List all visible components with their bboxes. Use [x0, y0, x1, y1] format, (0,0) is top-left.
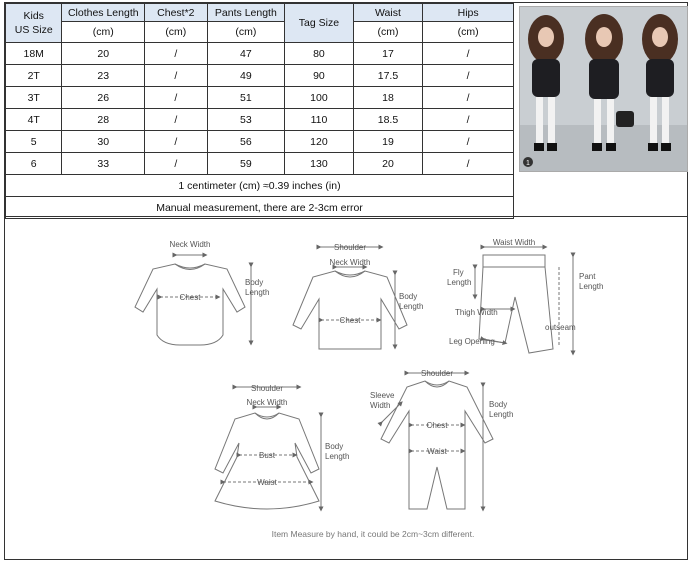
unit-cell: (cm) [353, 22, 423, 43]
cell-waist: 19 [353, 131, 423, 153]
header-hips: Hips [423, 4, 514, 22]
cell-waist: 17 [353, 43, 423, 65]
cell-chest: / [145, 131, 207, 153]
romper-sleeve-width-label: Width [370, 401, 391, 410]
pants-fly-label: Fly [453, 268, 464, 277]
unit-cell: (cm) [423, 22, 514, 43]
header-kids-line1: Kids [23, 10, 44, 22]
dress-body-label: Body [325, 442, 344, 451]
measurement-note: Manual measurement, there are 2-3cm error [6, 197, 514, 219]
shirt-shoulder-label: Shoulder [333, 243, 367, 252]
conversion-note: 1 centimeter (cm) ≈0.39 inches (in) [6, 175, 514, 197]
header-clothes-length: Clothes Length [62, 4, 145, 22]
header-kids-line2: US Size [14, 24, 53, 36]
romper-sleeve-label: Sleeve [370, 391, 395, 400]
girls-photo-illustration [520, 7, 687, 171]
cell-clothes-length: 20 [62, 43, 145, 65]
romper-shoulder-label: Shoulder [420, 369, 454, 378]
table-units-row [6, 22, 514, 43]
table-row [6, 131, 514, 153]
cell-clothes-length: 28 [62, 109, 145, 131]
header-tag-size: Tag Size [285, 4, 354, 43]
header-waist: Waist [353, 4, 423, 22]
cell-size: 6 [6, 153, 62, 175]
cell-chest: / [145, 109, 207, 131]
cell-tag-size: 110 [285, 109, 354, 131]
bodysuit-neck-label: Neck Width [169, 240, 211, 249]
shirt-length-label: Length [399, 302, 424, 311]
cell-chest: / [145, 43, 207, 65]
shirt-body-label: Body [399, 292, 418, 301]
romper-length-label: Length [489, 410, 514, 419]
photo-badge-label: 1 [526, 160, 530, 167]
unit-cell: (cm) [62, 22, 145, 43]
cell-waist: 20 [353, 153, 423, 175]
dress-length-label: Length [325, 452, 350, 461]
table-row [6, 65, 514, 87]
cell-tag-size: 90 [285, 65, 354, 87]
table-row [6, 109, 514, 131]
table-row [6, 153, 514, 175]
size-chart [4, 2, 688, 560]
cell-waist: 18.5 [353, 109, 423, 131]
pants-outseam-label: outseam [545, 323, 576, 332]
cell-tag-size: 100 [285, 87, 354, 109]
cell-chest: / [145, 87, 207, 109]
unit-cell: (cm) [145, 22, 207, 43]
cell-chest: / [145, 65, 207, 87]
cell-clothes-length: 26 [62, 87, 145, 109]
table-header-row [6, 4, 514, 22]
romper-body-label: Body [489, 400, 508, 409]
cell-pants-length: 51 [207, 87, 285, 109]
cell-pants-length: 47 [207, 43, 285, 65]
dress-waist-label: Waist [257, 478, 277, 487]
product-photo [519, 6, 688, 172]
cell-hips: / [423, 87, 514, 109]
cell-tag-size: 120 [285, 131, 354, 153]
pants-thigh-label: Thigh Width [455, 308, 498, 317]
cell-size: 5 [6, 131, 62, 153]
cell-size: 3T [6, 87, 62, 109]
measurement-diagrams [5, 217, 687, 560]
measurement-guide [5, 216, 687, 560]
pants-fly-length-label: Length [447, 278, 472, 287]
cell-pants-length: 53 [207, 109, 285, 131]
cell-pants-length: 59 [207, 153, 285, 175]
cell-hips: / [423, 109, 514, 131]
pants-pant-label: Pant [579, 272, 596, 281]
cell-pants-length: 49 [207, 65, 285, 87]
measure-footer-note: Item Measure by hand, it could be 2cm~3cm different. [271, 529, 475, 539]
cell-waist: 17.5 [353, 65, 423, 87]
cell-hips: / [423, 43, 514, 65]
shirt-neck-label: Neck Width [329, 258, 371, 267]
cell-size: 2T [6, 65, 62, 87]
romper-diagram [381, 373, 493, 509]
romper-waist-label: Waist [427, 447, 447, 456]
cell-chest: / [145, 153, 207, 175]
cell-pants-length: 56 [207, 131, 285, 153]
cell-hips: / [423, 131, 514, 153]
size-table [5, 3, 514, 219]
shirt-chest-label: Chest [339, 316, 361, 325]
dress-neck-label: Neck Width [246, 398, 288, 407]
cell-clothes-length: 33 [62, 153, 145, 175]
conversion-note-row [6, 175, 514, 197]
table-row [6, 87, 514, 109]
cell-clothes-length: 30 [62, 131, 145, 153]
dress-bust-label: Bust [258, 451, 276, 460]
header-pants-length: Pants Length [207, 4, 285, 22]
cell-clothes-length: 23 [62, 65, 145, 87]
cell-size: 4T [6, 109, 62, 131]
dress-shoulder-label: Shoulder [250, 384, 284, 393]
pants-leg-opening-label: Leg Opening [449, 337, 495, 346]
cell-hips: / [423, 65, 514, 87]
bodysuit-chest-label: Chest [179, 293, 201, 302]
header-chest: Chest*2 [145, 4, 207, 22]
cell-hips: / [423, 153, 514, 175]
romper-chest-label: Chest [426, 421, 448, 430]
pants-pant-length-label: Length [579, 282, 604, 291]
header-kids-size [6, 4, 62, 43]
table-row [6, 43, 514, 65]
bodysuit-body-label: Body [245, 278, 264, 287]
cell-tag-size: 80 [285, 43, 354, 65]
pants-waist-label: Waist Width [492, 238, 536, 247]
cell-size: 18M [6, 43, 62, 65]
unit-cell: (cm) [207, 22, 285, 43]
bodysuit-length-label: Length [245, 288, 270, 297]
cell-tag-size: 130 [285, 153, 354, 175]
cell-waist: 18 [353, 87, 423, 109]
